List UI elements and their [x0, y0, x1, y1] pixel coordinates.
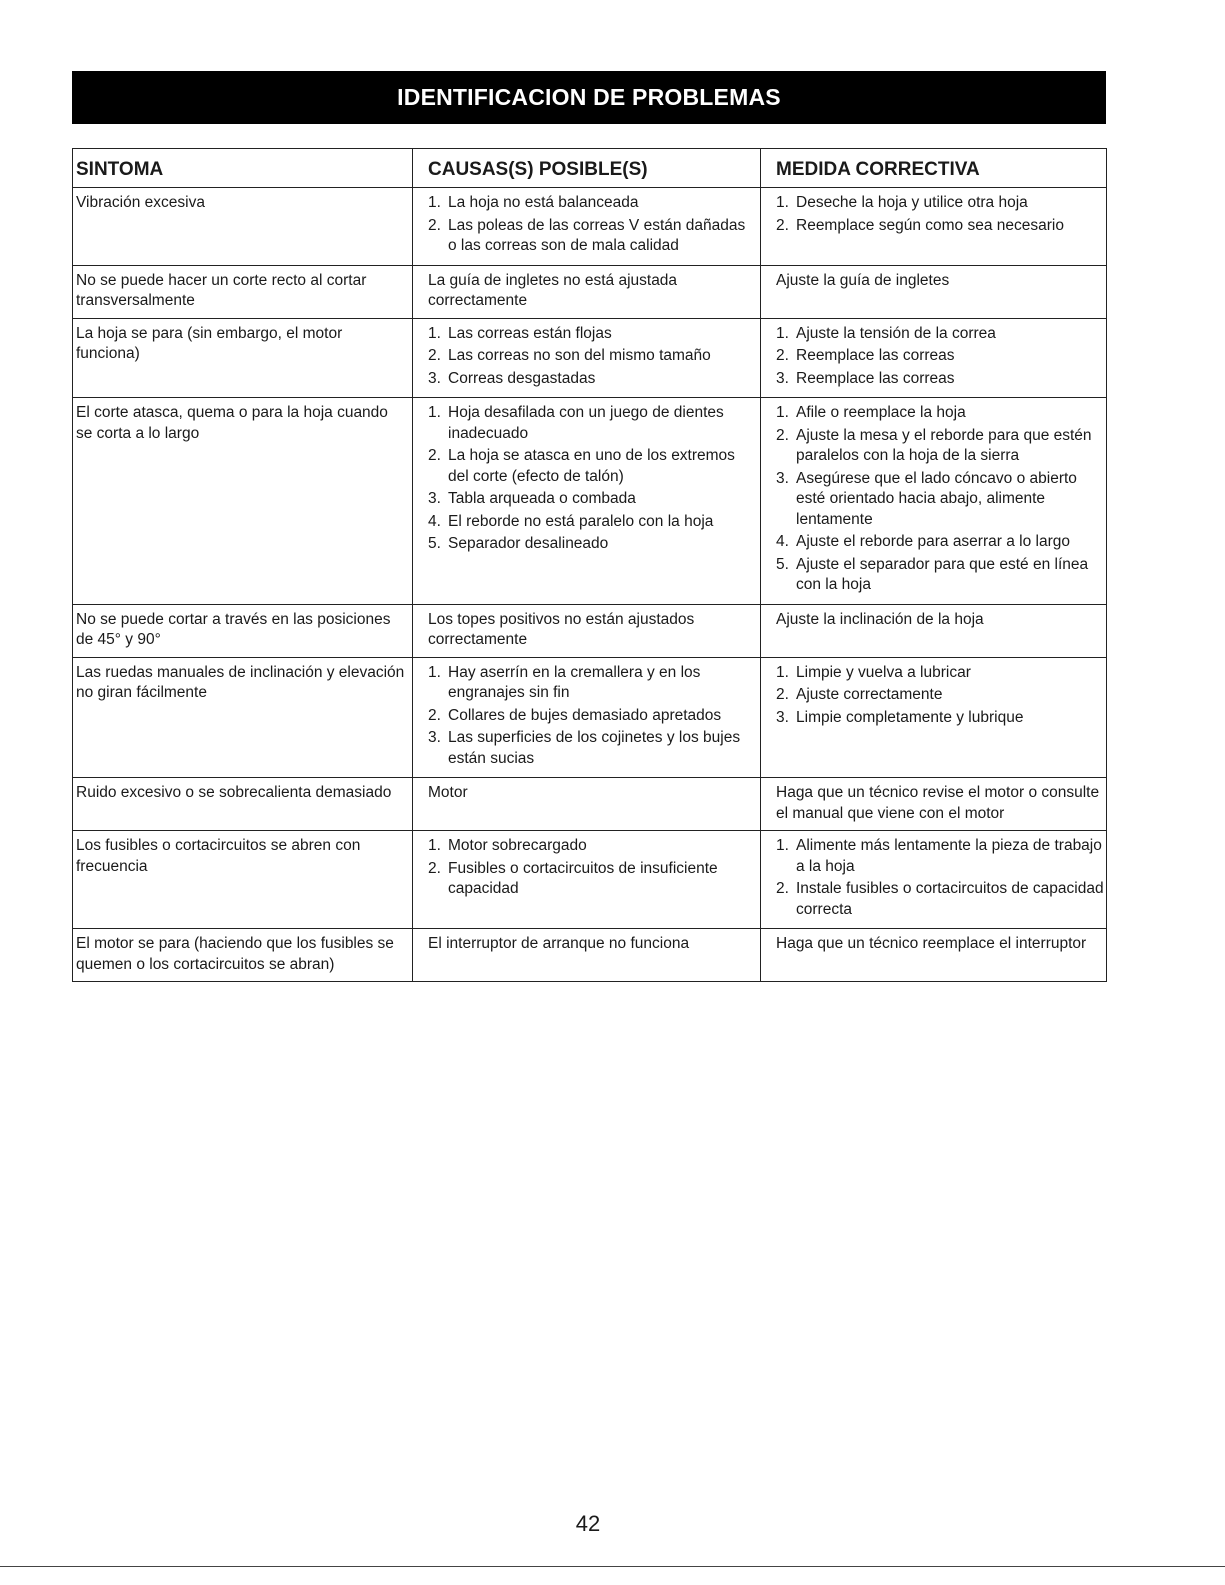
- item-number: 1.: [776, 404, 789, 421]
- cause-cell: [413, 604, 761, 657]
- item-number: 2.: [428, 859, 441, 877]
- cause-cell: [413, 831, 761, 929]
- fix-list: [776, 403, 1104, 596]
- fix-cell: [761, 265, 1107, 318]
- list-item: [428, 193, 758, 214]
- cause-cell: [413, 318, 761, 398]
- table-header-row: [73, 149, 1107, 188]
- item-text: Ajuste la mesa y el reborde para que estén paralelos con la hoja de la sierra: [796, 426, 1092, 464]
- item-text: Ajuste el separador para que esté en línea con la hoja: [796, 555, 1089, 593]
- item-text: El reborde no está paralelo con la hoja: [448, 512, 714, 530]
- list-item: [428, 512, 758, 533]
- item-text: Las correas están flojas: [448, 324, 612, 342]
- item-text: Instale fusibles o cortacircuitos de capacidad correcta: [796, 880, 1104, 918]
- item-number: 2.: [428, 447, 441, 464]
- fix-text: Ajuste la inclinación de la hoja: [776, 610, 984, 628]
- list-item: [428, 728, 758, 769]
- item-text: Hay aserrín en la cremallera y en los engranajes sin fin: [448, 663, 701, 701]
- cause-list: [428, 836, 758, 900]
- fix-list: [776, 836, 1104, 920]
- cause-cell: [413, 778, 761, 831]
- item-text: Alimente más lentamente la pieza de trabajo a la hoja: [796, 837, 1102, 875]
- list-item: [776, 369, 1104, 390]
- cause-text: La guía de ingletes no está ajustada correctamente: [428, 271, 678, 309]
- table-row: [73, 929, 1107, 982]
- list-item: [428, 836, 758, 857]
- symptom-cell: No se puede cortar a través en las posiciones de 45° y 90°: [73, 604, 413, 657]
- table-row: [73, 398, 1107, 605]
- item-number: 2.: [428, 706, 441, 724]
- cause-cell: [413, 398, 761, 605]
- item-number: 2.: [776, 426, 789, 444]
- table-row: [73, 188, 1107, 266]
- list-item: [776, 532, 1104, 553]
- fix-cell: [761, 188, 1107, 266]
- list-item: [428, 446, 758, 487]
- item-number: 2.: [428, 347, 441, 364]
- fix-text: Ajuste la guía de ingletes: [776, 271, 950, 289]
- item-text: Collares de bujes demasiado apretados: [448, 706, 722, 724]
- table-row: [73, 831, 1107, 929]
- list-item: [776, 555, 1104, 596]
- item-number: 1.: [776, 194, 789, 211]
- item-text: Limpie completamente y lubrique: [796, 708, 1024, 726]
- list-item: [776, 469, 1104, 531]
- item-number: 2.: [776, 216, 789, 234]
- item-text: Las correas no son del mismo tamaño: [448, 347, 711, 364]
- list-item: [776, 346, 1104, 367]
- symptom-cell: No se puede hacer un corte recto al cortar transversalmente: [73, 265, 413, 318]
- item-number: 1.: [776, 837, 789, 854]
- item-number: 1.: [776, 324, 789, 342]
- symptom-cell: Ruido excesivo o se sobrecalienta demasiado: [73, 778, 413, 831]
- item-text: Separador desalineado: [448, 535, 609, 552]
- list-item: [776, 836, 1104, 877]
- item-text: Asegúrese que el lado cóncavo o abierto esté orientado hacia abajo, alimente lentamente: [796, 469, 1077, 528]
- fix-list: [776, 324, 1104, 390]
- list-item: [428, 346, 758, 367]
- cause-cell: [413, 265, 761, 318]
- item-text: Ajuste el reborde para aserrar a lo largo: [796, 533, 1070, 550]
- list-item: [428, 859, 758, 900]
- item-text: Limpie y vuelva a lubricar: [796, 663, 971, 681]
- item-number: 3.: [776, 369, 789, 387]
- cause-list: [428, 663, 758, 770]
- item-number: 1.: [428, 663, 441, 681]
- item-number: 1.: [776, 663, 789, 681]
- item-number: 3.: [428, 369, 441, 387]
- item-number: 4.: [776, 533, 789, 550]
- list-item: [776, 216, 1104, 237]
- list-item: [428, 403, 758, 444]
- fix-cell: [761, 831, 1107, 929]
- item-text: Motor sobrecargado: [448, 837, 587, 854]
- item-number: 4.: [428, 512, 441, 530]
- fix-cell: [761, 398, 1107, 605]
- list-item: [428, 216, 758, 257]
- item-number: 1.: [428, 324, 441, 342]
- item-number: 3.: [428, 729, 441, 746]
- item-text: Correas desgastadas: [448, 369, 596, 387]
- table-row: [73, 265, 1107, 318]
- symptom-cell: El motor se para (haciendo que los fusibles se quemen o los cortacircuitos se abran): [73, 929, 413, 982]
- item-number: 3.: [776, 469, 789, 487]
- item-text: Reemplace según como sea necesario: [796, 216, 1064, 234]
- item-number: 2.: [776, 880, 789, 897]
- fix-cell: [761, 318, 1107, 398]
- header-cause: CAUSAS(S) POSIBLE(S): [413, 149, 761, 188]
- cause-text: Motor: [428, 784, 468, 801]
- item-text: Fusibles o cortacircuitos de insuficiente capacidad: [448, 859, 718, 897]
- cause-text: El interruptor de arranque no funciona: [428, 935, 690, 952]
- item-text: Deseche la hoja y utilice otra hoja: [796, 194, 1028, 211]
- item-text: Ajuste correctamente: [796, 686, 943, 703]
- table-row: [73, 657, 1107, 778]
- cause-text: Los topes positivos no están ajustados correctamente: [428, 610, 695, 648]
- item-text: Las poleas de las correas V están dañadas o las correas son de mala calidad: [448, 216, 746, 254]
- table-body: [73, 188, 1107, 982]
- item-text: Hoja desafilada con un juego de dientes inadecuado: [448, 404, 724, 442]
- item-text: La hoja no está balanceada: [448, 194, 639, 211]
- list-item: [776, 426, 1104, 467]
- item-number: 3.: [428, 490, 441, 507]
- item-text: Reemplace las correas: [796, 369, 955, 387]
- header-symptom: SINTOMA: [73, 149, 413, 188]
- item-number: 2.: [776, 686, 789, 703]
- symptom-cell: El corte atasca, quema o para la hoja cuando se corta a lo largo: [73, 398, 413, 605]
- list-item: [776, 879, 1104, 920]
- list-item: [776, 193, 1104, 214]
- item-number: 1.: [428, 194, 441, 211]
- symptom-cell: Los fusibles o cortacircuitos se abren con frecuencia: [73, 831, 413, 929]
- cause-list: [428, 324, 758, 390]
- list-item: [428, 706, 758, 727]
- list-item: [428, 489, 758, 510]
- list-item: [428, 369, 758, 390]
- symptom-cell: Vibración excesiva: [73, 188, 413, 266]
- cause-cell: [413, 657, 761, 778]
- item-number: 1.: [428, 404, 441, 421]
- fix-cell: [761, 657, 1107, 778]
- cause-list: [428, 193, 758, 257]
- list-item: [776, 403, 1104, 424]
- cause-cell: [413, 188, 761, 266]
- cause-cell: [413, 929, 761, 982]
- table-row: [73, 318, 1107, 398]
- item-text: Ajuste la tensión de la correa: [796, 324, 996, 342]
- fix-text: Haga que un técnico revise el motor o consulte el manual que viene con el motor: [776, 784, 1100, 822]
- item-number: 1.: [428, 837, 441, 854]
- cause-list: [428, 403, 758, 555]
- item-number: 2.: [776, 347, 789, 364]
- fix-cell: [761, 604, 1107, 657]
- list-item: [776, 708, 1104, 729]
- list-item: [428, 324, 758, 345]
- fix-list: [776, 663, 1104, 729]
- troubleshooting-table: [72, 148, 1107, 982]
- item-number: 2.: [428, 216, 441, 234]
- item-text: Tabla arqueada o combada: [448, 490, 636, 507]
- fix-list: [776, 193, 1104, 236]
- item-text: Las superficies de los cojinetes y los bujes están sucias: [448, 729, 741, 767]
- item-number: 5.: [776, 555, 789, 573]
- list-item: [776, 685, 1104, 706]
- fix-text: Haga que un técnico reemplace el interruptor: [776, 935, 1087, 952]
- item-text: Reemplace las correas: [796, 347, 955, 364]
- page-number: 42: [575, 1511, 601, 1536]
- bottom-divider: [0, 1566, 1225, 1567]
- list-item: [776, 324, 1104, 345]
- header-fix: MEDIDA CORRECTIVA: [761, 149, 1107, 188]
- item-number: 5.: [428, 535, 441, 552]
- list-item: [428, 534, 758, 555]
- fix-cell: [761, 778, 1107, 831]
- table-row: [73, 604, 1107, 657]
- list-item: [776, 663, 1104, 684]
- fix-cell: [761, 929, 1107, 982]
- list-item: [428, 663, 758, 704]
- item-text: La hoja se atasca en uno de los extremos del corte (efecto de talón): [448, 447, 735, 485]
- table-row: [73, 778, 1107, 831]
- item-text: Afile o reemplace la hoja: [796, 404, 966, 421]
- symptom-cell: Las ruedas manuales de inclinación y elevación no giran fácilmente: [73, 657, 413, 778]
- page-title: IDENTIFICACION DE PROBLEMAS: [72, 71, 1106, 124]
- item-number: 3.: [776, 708, 789, 726]
- symptom-cell: La hoja se para (sin embargo, el motor funciona): [73, 318, 413, 398]
